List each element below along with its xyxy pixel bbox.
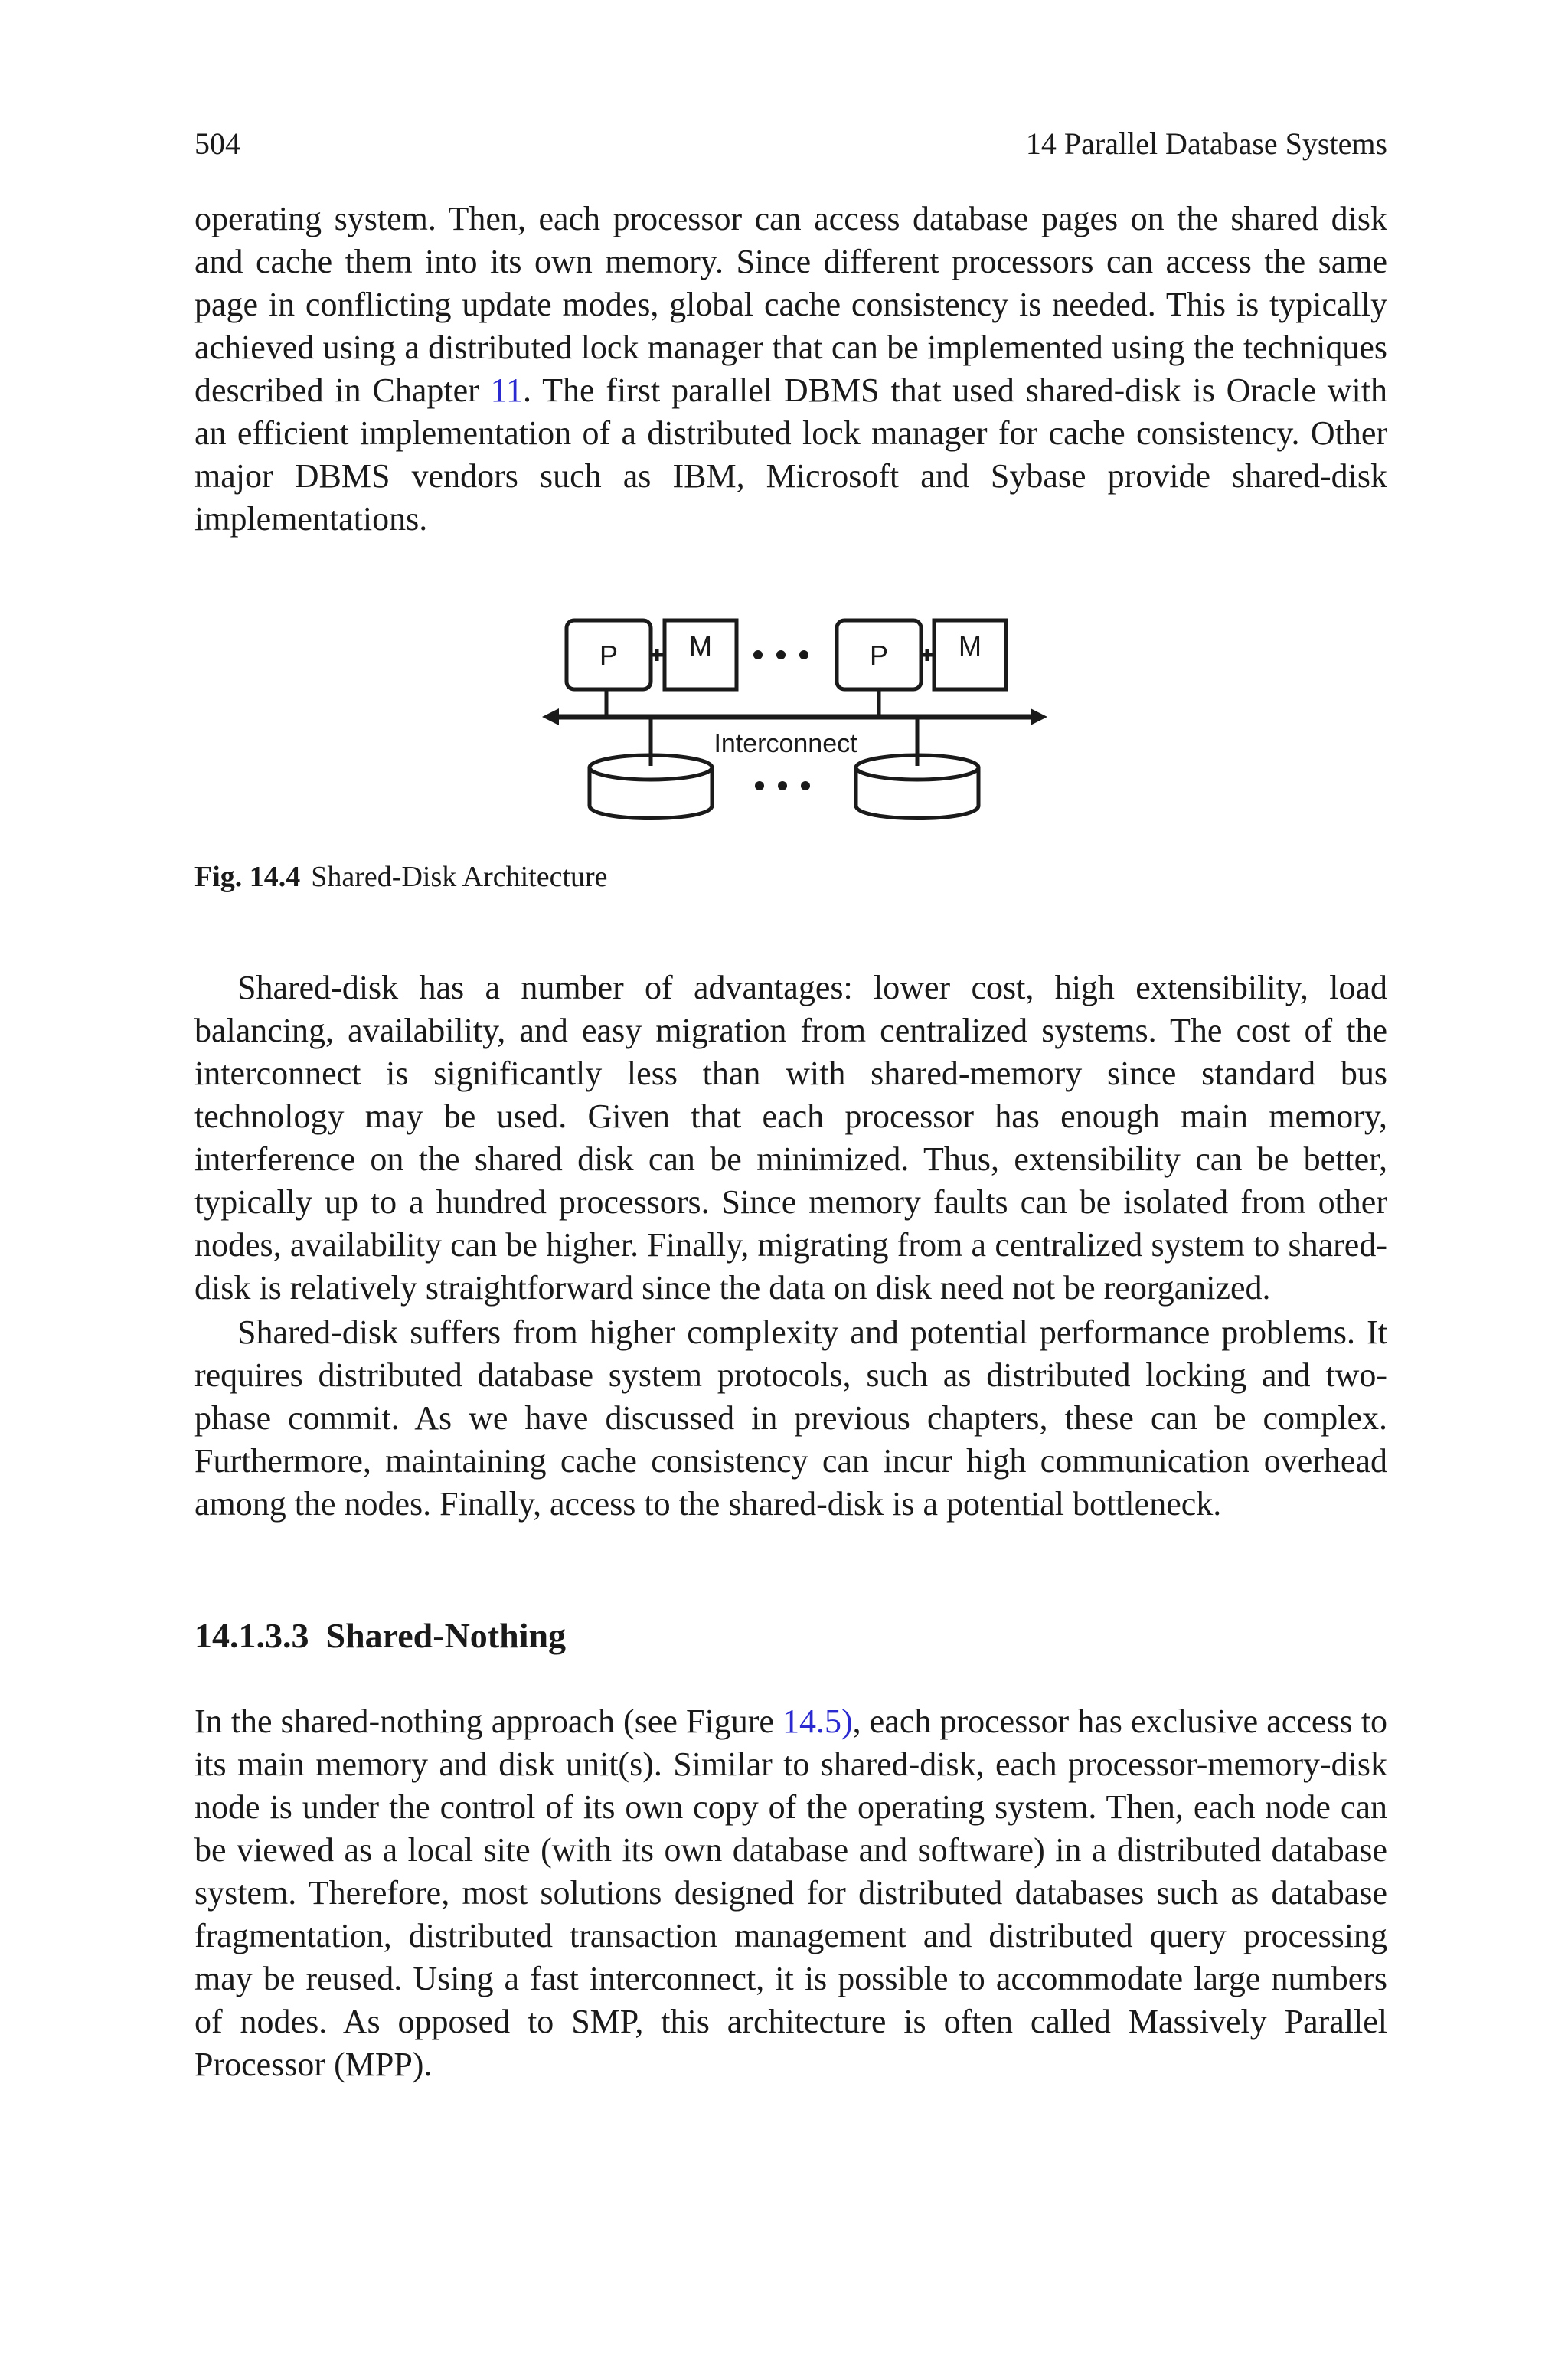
ellipsis-dot (755, 781, 764, 790)
section-heading (194, 1613, 566, 1659)
processor-label: P (599, 639, 619, 671)
interconnect-label: Interconnect (714, 729, 858, 758)
paragraph-text: In the shared-nothing approach (see Figure (194, 1703, 783, 1740)
section-title: Shared-Nothing (325, 1616, 567, 1655)
page-header (194, 124, 1387, 164)
page-number: 504 (194, 126, 240, 161)
memory-label: M (689, 630, 712, 662)
ellipsis-dot (778, 781, 787, 790)
section-number: 14.1.3.3 (194, 1616, 309, 1655)
ellipsis-dot (799, 650, 808, 659)
paragraph-advantages: Shared-disk has a number of advantages: lower cost, high extensibility, load balancing, availability, and easy migration from centralized systems. The cost of the interconnect is significantly less than with shared-memory since standard bus technology may be used. Given that each processor has enough main memory, interference on the shared disk can be minimized. Thus, extensibility can be better, typically up to a hundred processors. Since memory faults can be isolated from other nodes, availability can be higher. Finally, migrating from a centralized system to shared-disk is relatively straightforward since the data on disk need not be reorganized. (194, 969, 1387, 1307)
ellipsis-dot (753, 650, 763, 659)
paragraph-shared-disk-intro (194, 198, 1387, 541)
paragraph-problems: Shared-disk suffers from higher complexity and potential performance problems. It requires distributed database system protocols, such as distributed locking and two-phase commit. As we have discussed in previous chapters, these can be complex. Furthermore, maintaining cache consistency can incur high communication overhead among the nodes. Finally, access to the shared-disk is a potential bottleneck. (194, 1313, 1387, 1523)
bus-arrowhead-right (1031, 708, 1047, 725)
ellipsis-dot (776, 650, 786, 659)
paragraph-text: , each processor has exclusive access to its main memory and disk unit(s). Similar to shared-disk, each processor-memory-disk node is under the control of its own copy of the operating system. Then, each node can be viewed as a local site (with its own database and software) in a distributed database system. Therefore, most solutions designed for distributed databases such as database fragmentation, distributed transaction management and distributed query processing may be reused. Using a fast interconnect, it is possible to accommodate large numbers of nodes. As opposed to SMP, this architecture is often called Massively Parallel Processor (MPP). (194, 1703, 1387, 2083)
chapter-11-link[interactable]: 11 (490, 371, 524, 409)
figure-caption-text: Shared-Disk Architecture (311, 861, 608, 893)
paragraph-text: operating system. Then, each processor can access database pages on the shared disk and cache them into its own memory. Since different processors can access the same page in conflicting update modes, global cache consistency is needed. This is typically achieved using a distributed lock manager that can be implemented using the techniques described in Chapter (194, 200, 1387, 409)
processor-label: P (869, 639, 889, 671)
figure-caption (194, 858, 608, 896)
figure-14-5-link[interactable]: 14.5) (782, 1703, 853, 1740)
paragraph-text: . The first parallel DBMS that used shared-disk is Oracle with an efficient implementation of a distributed lock manager for cache consistency. Other major DBMS vendors such as IBM, Microsoft and Sybase provide shared-disk implementations. (194, 371, 1387, 538)
memory-label: M (959, 630, 982, 662)
running-title: 14 Parallel Database Systems (1025, 126, 1387, 161)
ellipsis-dot (801, 781, 810, 790)
bus-arrowhead-left (542, 708, 559, 725)
shared-disk-architecture-diagram (536, 605, 1057, 835)
paragraph-shared-nothing (194, 1700, 1387, 2086)
figure-label: Fig. 14.4 (194, 861, 301, 893)
